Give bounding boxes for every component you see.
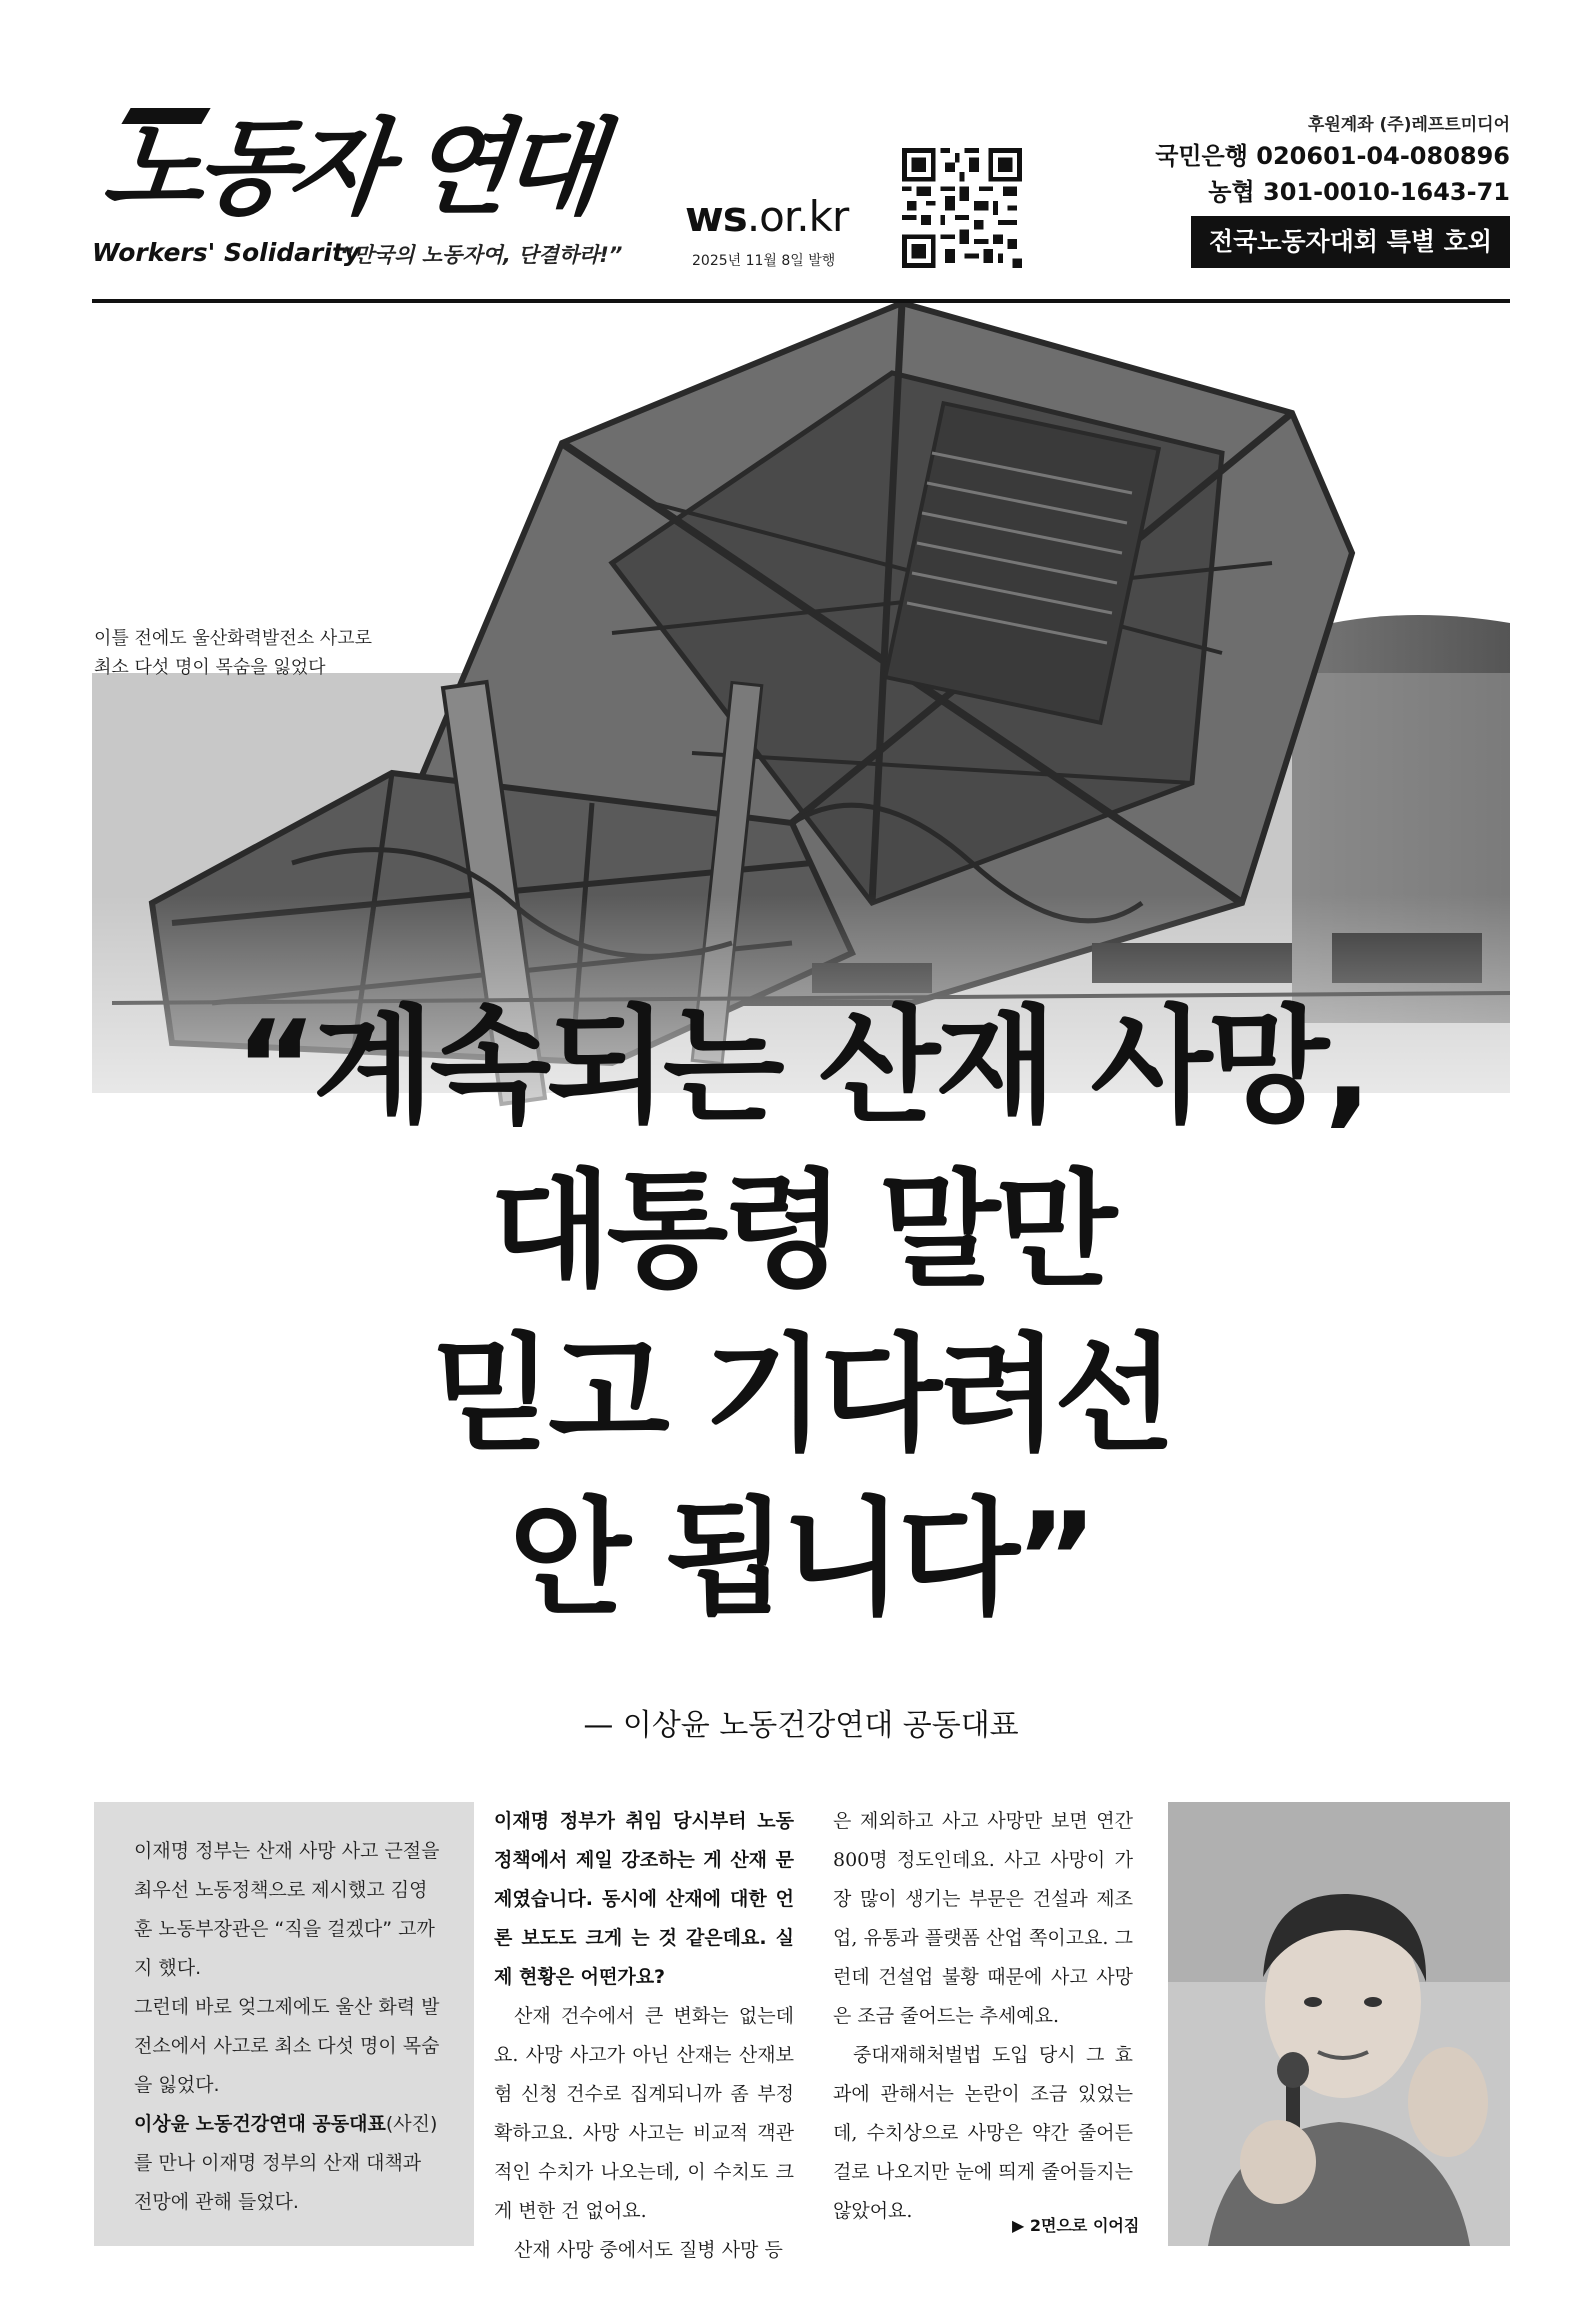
headline-line1: “계속되는 산재 사망, xyxy=(234,993,1368,1140)
interview-answer-2-start: 산재 사망 중에서도 질병 사망 등 xyxy=(514,2239,783,2261)
lede-box xyxy=(94,1802,474,2246)
donation-account-nh: 농협 301-0010-1643-71 xyxy=(1208,178,1510,206)
logo-text: 노동자 연대 xyxy=(97,107,601,229)
photo-caption xyxy=(94,624,414,682)
continued-label: 2면으로 이어짐 xyxy=(1029,2216,1140,2235)
article-column-2 xyxy=(833,1802,1133,2231)
lede-paragraph-3-rest: (사진)를 만나 이재명 정부의 산재 대책과 전망에 관해 들었다. xyxy=(134,2113,438,2213)
site-url-link[interactable] xyxy=(685,192,848,241)
special-edition-badge: 전국노동자대회 특별 호외 xyxy=(1191,216,1510,268)
site-url-rest: .or.kr xyxy=(746,192,849,241)
photo-caption-line2: 최소 다섯 명이 목숨을 잃었다 xyxy=(94,657,326,678)
lede-interviewee: 이상윤 노동건강연대 공동대표 xyxy=(134,2113,386,2135)
lede-paragraph-3 xyxy=(134,2105,444,2222)
article-column-1 xyxy=(494,1802,794,2270)
lede-paragraph-1: 이재명 정부는 산재 사망 사고 근절을 최우선 노동정책으로 제시했고 김영훈 노동부장관은 “직을 걸겠다” 고까지 했다. xyxy=(134,1840,440,1979)
logo-english: Workers' Solidarity xyxy=(92,238,361,267)
masthead xyxy=(92,100,1510,305)
continued-on-page-2[interactable]: ▶ 2면으로 이어짐 xyxy=(1012,2216,1140,2235)
headline xyxy=(92,985,1510,1641)
donation-label: 후원계좌 (주)레프트미디어 xyxy=(1307,115,1510,135)
site-url-bold: ws xyxy=(685,192,747,241)
donation-accounts xyxy=(1090,112,1510,210)
attribution: — 이상윤 노동건강연대 공동대표 xyxy=(583,1708,1019,1743)
headline-line3: 믿고 기다려선 xyxy=(431,1321,1171,1468)
interview-answer-1: 산재 건수에서 큰 변화는 없는데요. 사망 사고가 아닌 산재는 산재보험 신청 건수로 집계되니까 좀 부정확하고요. 사망 사고는 비교적 객관적인 수치가 나오는데, 이 수치도 크게 변한 건 없어요. xyxy=(494,2005,794,2222)
headline-line4: 안 됩니다” xyxy=(509,1485,1093,1632)
interview-answer-3: 중대재해처벌법 도입 당시 그 효과에 관해서는 논란이 조금 있었는데, 수치상으로 사망은 약간 줄어든 걸로 나오지만 눈에 띄게 줄어들지는 않았어요. xyxy=(833,2044,1133,2222)
interview-answer-2: 은 제외하고 사고 사망만 보면 연간 800명 정도인데요. 사고 사망이 가장 많이 생기는 부문은 건설과 제조업, 유통과 플랫폼 산업 쪽이고요. 그런데 건설업 불황 때문에 사고 사망은 조금 줄어드는 추세예요. xyxy=(833,1810,1133,2027)
qr-code-icon[interactable] xyxy=(902,148,1022,268)
headline-line2: 대통령 말만 xyxy=(489,1157,1113,1304)
photo-caption-line1: 이틀 전에도 울산화력발전소 사고로 xyxy=(94,628,372,649)
portrait-photo xyxy=(1168,1802,1510,2246)
donation-account-kb: 국민은행 020601-04-080896 xyxy=(1155,142,1510,170)
interview-question: 이재명 정부가 취임 당시부터 노동정책에서 제일 강조하는 게 산재 문제였습니다. 동시에 산재에 대한 언론 보도도 크게 는 것 같은데요. 실제 현황은 어떤가요? xyxy=(494,1810,794,1988)
lede-paragraph-2: 그런데 바로 엊그제에도 울산 화력 발전소에서 사고로 최소 다섯 명이 목숨을 잃었다. xyxy=(134,1996,440,2096)
issue-date: 2025년 11월 8일 발행 xyxy=(692,253,836,269)
logo-slogan: “만국의 노동자여, 단결하라!” xyxy=(340,243,623,267)
newspaper-logo[interactable] xyxy=(92,100,692,305)
